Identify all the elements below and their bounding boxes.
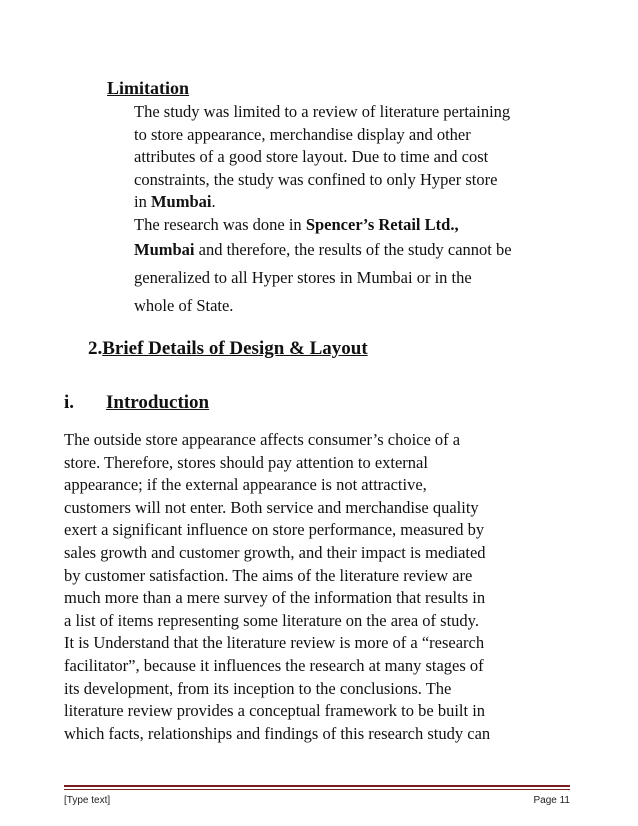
intro-line: sales growth and customer growth, and their impact is mediated [64,542,486,562]
limitation-line: The study was limited to a review of literature pertaining [134,102,511,121]
bold-location: Mumbai [150,192,212,211]
footer-divider [64,785,570,787]
section-title: Brief Details of Design & Layout [102,338,368,359]
intro-line: appearance; if the external appearance is not attractive, [64,475,427,495]
limitation-line [134,191,574,214]
intro-line: exert a significant influence on store performance, measured by [64,520,485,540]
limitation-line: to store appearance, merchandise display and other [134,124,471,144]
limitation-paragraph [134,101,574,320]
intro-line: store. Therefore, stores should pay attention to external [64,452,428,472]
limitation-heading: Limitation [107,78,190,98]
intro-line: The outside store appearance affects consumer’s choice of a [64,430,461,449]
bold-location: Mumbai [134,240,195,259]
subsection-number: i. [64,392,75,413]
intro-line: literature review provides a conceptual framework to be built in [64,701,486,721]
text-span: The research was done in [134,214,306,234]
subsection-heading [64,392,209,414]
limitation-line: attributes of a good store layout. Due to time and cost [134,147,489,166]
subsection-title: Introduction [106,392,210,413]
limitation-line: generalized to all Hyper stores in Mumbai or in the [134,268,472,287]
footer-divider-thin [64,789,570,790]
section-number: 2. [88,338,103,359]
intro-line: facilitator”, because it influences the research at many stages of [64,655,484,675]
text-span: . [211,192,216,211]
text-span: and therefore, the results of the study cannot be [194,240,512,259]
limitation-line [134,214,574,237]
intro-line: much more than a mere survey of the information that results in [64,588,486,608]
intro-line: by customer satisfaction. The aims of the literature review are [64,565,473,585]
section-heading [88,338,368,360]
intro-line: its development, from its inception to the conclusions. The [64,678,452,698]
limitation-line [134,236,574,264]
text-span: in [134,192,151,211]
intro-line: customers will not enter. Both service and merchandise quality [64,497,479,517]
limitation-line: whole of State. [134,296,234,315]
bold-company: Spencer’s Retail Ltd., [305,214,459,234]
intro-line: It is Understand that the literature review is more of a “research [64,633,485,653]
intro-line: which facts, relationships and findings of this research study can [64,723,491,743]
page-number: Page 11 [533,795,570,806]
introduction-paragraph [64,429,570,745]
limitation-line: constraints, the study was confined to only Hyper store [134,169,498,189]
footer-placeholder-text: [Type text] [64,795,111,806]
intro-line: a list of items representing some literature on the area of study. [64,610,479,630]
